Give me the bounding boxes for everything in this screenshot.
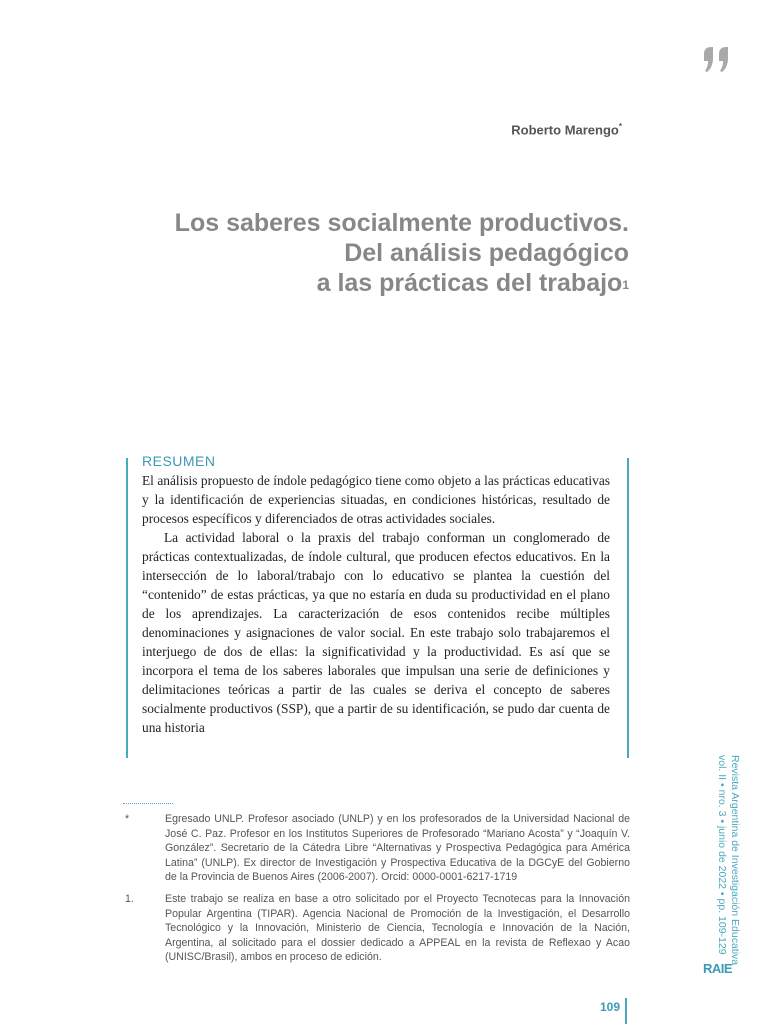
abstract-heading: RESUMEN xyxy=(142,453,216,469)
abstract-paragraph: La actividad laboral o la praxis del trabajo conforman un conglomerado de prácticas contextualizadas, de índole cultural, que producen efectos educativos. En la intersección de lo laboral/trabajo con lo educativo se plantea la cuestión del “contenido” de estas prácticas, ya que no estaría en duda su productividad en el plano de los aprendizajes. La caracterización de esos contenidos recibe múltiples denominaciones y asignaciones de valor social. En este trabajo solo trabajaremos el interjuego de dos de ellas: la significatividad y la productividad. Es así que se incorpora el tema de los saberes laborales que impulsan una serie de definiciones y delimitaciones teóricas a partir de las cuales se deriva el concepto de saberes socialmente productivos (SSP), que a partir de su identificación, se pudo dar cuenta de una historia xyxy=(142,530,610,735)
footnote-item xyxy=(123,812,630,885)
abstract-box xyxy=(123,453,629,758)
footnote-text: Egresado UNLP. Profesor asociado (UNLP) y en los profesorados de la Universidad Nacional de José C. Paz. Profesor en los Institutos Superiores de Profesorado “Mariano Acosta” y “Joaquín V. González”. Secretario de la Cátedra Libre “Alternativas y Prospectiva Pedagógica para América Latina” (UNLP). Ex director de Investigación y Prospectiva Educativa de la DGCyE del Gobierno de la Provincia de Buenos Aires (2006-2007). Orcid: 0000-0001-6217-1719 xyxy=(165,813,630,884)
footnote-item xyxy=(123,892,630,965)
journal-sidebar xyxy=(715,755,741,965)
page-number-rule xyxy=(625,998,627,1024)
footnote-text: Este trabajo se realiza en base a otro solicitado por el Proyecto Tecnotecas para la Innovación Popular Argentina (TIPAR). Agencia Nacional de Promoción de la Investigación, el Desarrollo Tecnológico y la Innovación, Ministerio de Ciencia, Tecnología e Innovación de la Nación, Argentina, al solicitado para el dossier dedicado a APPEAL en la revista de Reflexao y Acao (UNISC/Brasil), ambos en proceso de edición. xyxy=(165,892,630,964)
footnote-mark: 1. xyxy=(125,892,134,905)
abstract-text xyxy=(142,471,610,737)
journal-logo: RAIE xyxy=(703,961,733,976)
author-note-mark: * xyxy=(618,122,622,131)
footnote-divider xyxy=(123,803,173,804)
abstract-paragraph: El análisis propuesto de índole pedagógico tiene como objeto a las prácticas educativas y la identificación de experiencias situadas, en condiciones históricas, resultado de procesos específicos y diferenciados de otras actividades sociales. xyxy=(142,473,610,526)
footnote-mark: * xyxy=(125,813,130,825)
abstract-right-rule xyxy=(627,458,629,758)
author-name: Roberto Marengo* xyxy=(511,122,622,138)
page-number: 109 xyxy=(600,1000,621,1014)
title-note-mark: 1 xyxy=(622,278,629,292)
footnotes xyxy=(123,812,630,972)
title-line-2: Del análisis pedagógico xyxy=(344,239,629,267)
title-line-3: a las prácticas del trabajo$^1$ xyxy=(316,269,629,297)
quote-mark-icon xyxy=(702,44,734,76)
title-line-1: Los saberes socialmente productivos. xyxy=(174,209,629,237)
journal-issue: vol. II • nro. 3 • junio de 2022 • pp. 109-129 xyxy=(716,755,728,955)
abstract-left-rule xyxy=(126,458,128,758)
article-title xyxy=(69,208,629,298)
journal-name: Revista Argentina de Investigación Educativa xyxy=(729,755,741,966)
